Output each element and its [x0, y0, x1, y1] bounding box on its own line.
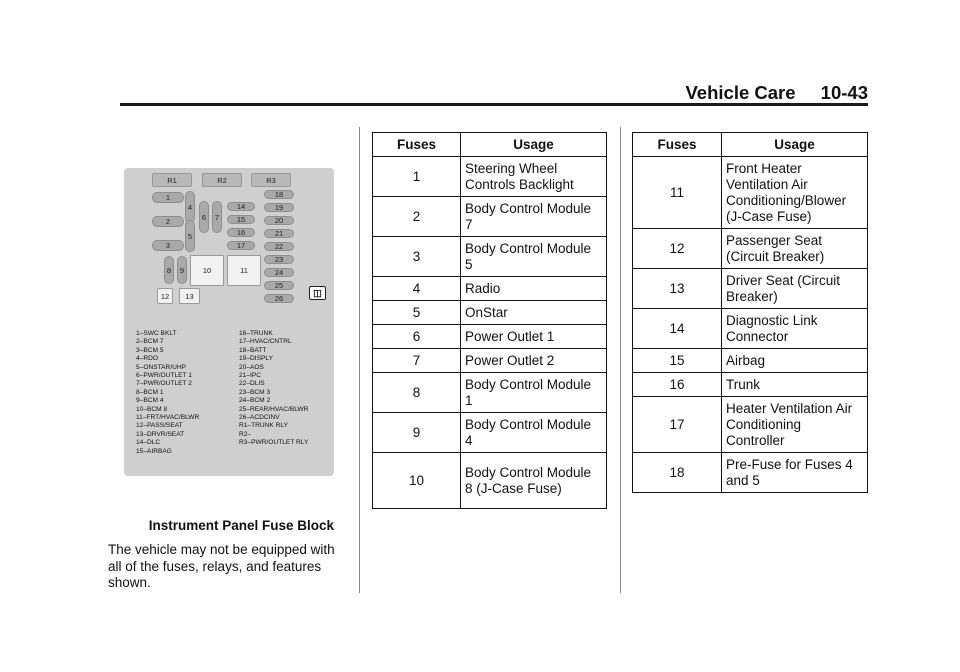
- fuse-table-left: [372, 132, 607, 509]
- column-header-fuses: Fuses: [633, 133, 722, 157]
- fuse-slot: 18: [264, 190, 294, 199]
- legend-item: 12–PASS/SEAT: [136, 422, 183, 430]
- fuse-slot: 6: [199, 201, 209, 233]
- legend-item: 15–AIRBAG: [136, 447, 172, 455]
- figure-caption: Instrument Panel Fuse Block: [148, 518, 334, 533]
- fuse-number: 16: [633, 373, 722, 397]
- fuse-slot: 14: [227, 202, 255, 211]
- legend-item: 11–FRT/HVAC/BLWR: [136, 414, 200, 422]
- fuse-usage: Power Outlet 2: [461, 349, 607, 373]
- table-row: [373, 325, 607, 349]
- relay-r2: R2: [202, 173, 242, 187]
- column-header-usage: Usage: [722, 133, 868, 157]
- fuse-usage: Diagnostic Link Connector: [722, 309, 868, 349]
- fuse-slot: 21: [264, 229, 294, 238]
- fuse-usage: Heater Ventilation Air Conditioning Controller: [722, 397, 868, 453]
- fuse-number: 11: [633, 157, 722, 229]
- column-divider: [620, 127, 621, 593]
- relay-r1: R1: [152, 173, 192, 187]
- fuse-legend-right: [239, 330, 308, 448]
- legend-item: 23–BCM 3: [239, 388, 271, 396]
- table-header-row: [373, 133, 607, 157]
- table-row: [633, 373, 868, 397]
- legend-item: 19–DISPLY: [239, 355, 273, 363]
- fuse-usage: Body Control Module 8 (J-Case Fuse): [461, 453, 607, 509]
- fuse-legend-left: [136, 330, 199, 456]
- fuse-slot: 11: [227, 255, 261, 286]
- legend-item: 20–AOS: [239, 363, 264, 371]
- column-divider: [359, 127, 360, 593]
- fuse-usage: Body Control Module 1: [461, 373, 607, 413]
- table-row: [373, 277, 607, 301]
- legend-item: 8–BCM 1: [136, 388, 164, 396]
- fuse-slot: 13: [179, 288, 200, 304]
- fuse-number: 12: [633, 229, 722, 269]
- table-row: [373, 453, 607, 509]
- legend-item: 17–HVAC/CNTRL: [239, 338, 292, 346]
- legend-item: 13–DRVR/SEAT: [136, 430, 185, 438]
- fuse-number: 3: [373, 237, 461, 277]
- fuse-number: 18: [633, 453, 722, 493]
- fuse-slot: 22: [264, 242, 294, 251]
- fuse-slot: 5: [185, 220, 195, 252]
- fuse-slot: 1: [152, 192, 184, 203]
- legend-item: 2–BCM 7: [136, 338, 164, 346]
- legend-item: 26–ACDCINV: [239, 414, 280, 422]
- fuse-number: 9: [373, 413, 461, 453]
- fuse-usage: Power Outlet 1: [461, 325, 607, 349]
- table-row: [633, 269, 868, 309]
- legend-item: 22–DLIS: [239, 380, 265, 388]
- table-row: [633, 229, 868, 269]
- fuse-number: 2: [373, 197, 461, 237]
- legend-item: 7–PWR/OUTLET 2: [136, 380, 192, 388]
- table-row: [373, 197, 607, 237]
- table-row: [373, 301, 607, 325]
- legend-item: 6–PWR/OUTLET 1: [136, 372, 192, 380]
- fuse-slot: 19: [264, 203, 294, 212]
- legend-item: R3–PWR/OUTLET RLY: [239, 439, 309, 447]
- section-title: Vehicle Care: [685, 82, 796, 103]
- fuse-number: 7: [373, 349, 461, 373]
- legend-item: 4–RDO: [136, 355, 158, 363]
- fuse-usage: Passenger Seat (Circuit Breaker): [722, 229, 868, 269]
- fuse-number: 8: [373, 373, 461, 413]
- fuse-slot: 16: [227, 228, 255, 237]
- fuse-slot: 23: [264, 255, 294, 264]
- legend-item: R2–: [239, 430, 252, 438]
- fuse-number: 17: [633, 397, 722, 453]
- manual-book-icon: ◫: [309, 286, 326, 300]
- legend-item: 25–REAR/HVAC/BLWR: [239, 405, 309, 413]
- fuse-usage: Body Control Module 5: [461, 237, 607, 277]
- legend-item: 3–BCM 5: [136, 346, 164, 354]
- equipment-note: The vehicle may not be equipped with all of the fuses, relays, and features shown.: [108, 542, 335, 590]
- fuse-usage: Driver Seat (Circuit Breaker): [722, 269, 868, 309]
- fuse-number: 13: [633, 269, 722, 309]
- legend-item: 9–BCM 4: [136, 397, 164, 405]
- fuse-number: 5: [373, 301, 461, 325]
- fuse-number: 6: [373, 325, 461, 349]
- fuse-block-diagram: [124, 168, 334, 476]
- fuse-slot: 15: [227, 215, 255, 224]
- fuse-usage: Front Heater Ventilation Air Conditioning/Blower (J-Case Fuse): [722, 157, 868, 229]
- table-row: [373, 157, 607, 197]
- fuse-slot: 26: [264, 294, 294, 303]
- fuse-slot: 10: [190, 255, 224, 286]
- fuse-number: 1: [373, 157, 461, 197]
- legend-item: 5–ONSTAR/UHP: [136, 363, 187, 371]
- table-row: [633, 453, 868, 493]
- legend-item: R1–TRUNK RLY: [239, 422, 288, 430]
- table-row: [633, 309, 868, 349]
- fuse-slot: 4: [185, 191, 195, 223]
- fuse-number: 15: [633, 349, 722, 373]
- page-header: [120, 82, 868, 102]
- fuse-slot: 3: [152, 240, 184, 251]
- table-row: [633, 349, 868, 373]
- fuse-usage: Airbag: [722, 349, 868, 373]
- fuse-slot: 2: [152, 216, 184, 227]
- fuse-table-right: [632, 132, 868, 493]
- fuse-slot: 20: [264, 216, 294, 225]
- table-row: [373, 413, 607, 453]
- table-row: [633, 397, 868, 453]
- relay-r3: R3: [251, 173, 291, 187]
- column-header-fuses: Fuses: [373, 133, 461, 157]
- fuse-slot: 7: [212, 201, 222, 233]
- legend-item: 18–BATT: [239, 346, 267, 354]
- fuse-slot: 8: [164, 256, 174, 284]
- table-row: [633, 157, 868, 229]
- fuse-usage: Pre-Fuse for Fuses 4 and 5: [722, 453, 868, 493]
- fuse-slot: 24: [264, 268, 294, 277]
- page-number: 10-43: [820, 82, 868, 103]
- fuse-number: 10: [373, 453, 461, 509]
- fuse-number: 4: [373, 277, 461, 301]
- header-rule: [120, 103, 868, 106]
- fuse-usage: Trunk: [722, 373, 868, 397]
- column-header-usage: Usage: [461, 133, 607, 157]
- table-header-row: [633, 133, 868, 157]
- table-row: [373, 373, 607, 413]
- legend-item: 10–BCM 8: [136, 405, 168, 413]
- legend-item: 14–DLC: [136, 439, 161, 447]
- fuse-usage: Radio: [461, 277, 607, 301]
- fuse-slot: 12: [157, 288, 173, 304]
- table-row: [373, 349, 607, 373]
- fuse-usage: Body Control Module 7: [461, 197, 607, 237]
- fuse-slot: 25: [264, 281, 294, 290]
- fuse-slot: 17: [227, 241, 255, 250]
- legend-item: 21–IPC: [239, 372, 261, 380]
- legend-item: 16–TRUNK: [239, 330, 273, 337]
- fuse-usage: Body Control Module 4: [461, 413, 607, 453]
- legend-item: 24–BCM 2: [239, 397, 271, 405]
- fuse-slot: 9: [177, 256, 187, 284]
- fuse-usage: Steering Wheel Controls Backlight: [461, 157, 607, 197]
- fuse-block-layout: [124, 168, 334, 310]
- fuse-number: 14: [633, 309, 722, 349]
- fuse-usage: OnStar: [461, 301, 607, 325]
- table-row: [373, 237, 607, 277]
- legend-item: 1–SWC BKLT: [136, 330, 177, 337]
